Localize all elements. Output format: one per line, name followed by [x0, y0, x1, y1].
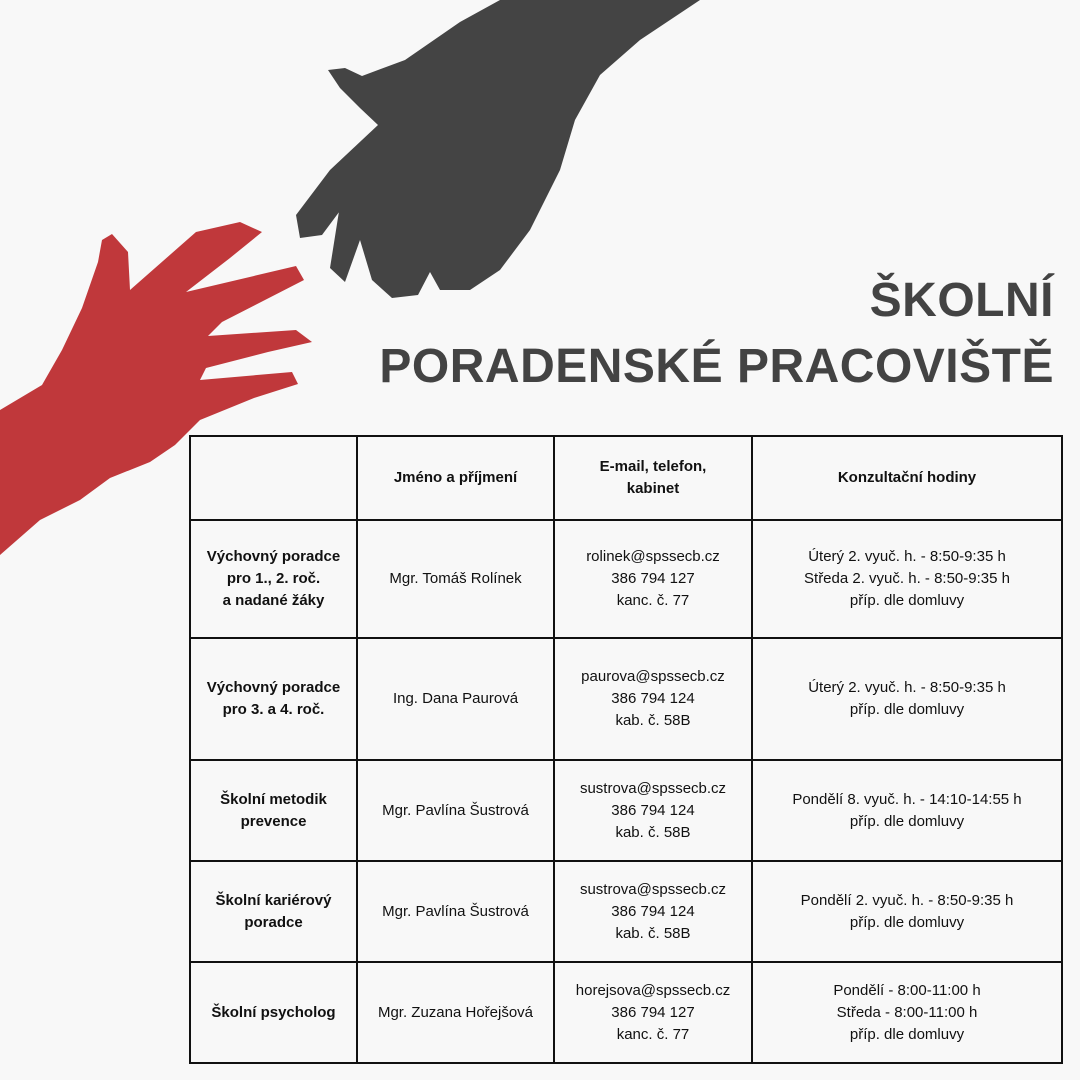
role-cell	[190, 520, 357, 638]
table-row	[190, 962, 1062, 1063]
table-row	[190, 861, 1062, 962]
hours-line: Pondělí - 8:00-11:00 h	[833, 981, 981, 999]
page-title	[379, 268, 1054, 400]
table-row	[190, 638, 1062, 760]
role-cell	[190, 861, 357, 962]
role-line: pro 1., 2. roč.	[226, 570, 321, 587]
hours-line: příp. dle domluvy	[849, 812, 965, 830]
office-text: kab. č. 58B	[615, 712, 691, 729]
role-line: Výchovný poradce	[206, 679, 341, 696]
role-line: Školní kariérový	[215, 891, 332, 909]
role-line: Školní psycholog	[211, 1003, 336, 1021]
header-contact	[554, 436, 752, 520]
header-hours: Konzultační hodiny	[752, 436, 1062, 520]
hours-line: Středa - 8:00-11:00 h	[836, 1003, 978, 1021]
office-text: kab. č. 58B	[615, 924, 691, 942]
role-line: Výchovný poradce	[206, 548, 341, 565]
name-cell: Mgr. Zuzana Hořejšová	[357, 962, 554, 1063]
role-cell	[190, 962, 357, 1063]
contact-cell	[554, 962, 752, 1063]
phone-text: 386 794 124	[611, 902, 695, 920]
role-line: Školní metodik	[220, 790, 327, 808]
hours-cell	[752, 962, 1062, 1063]
dark-hand-icon	[296, 0, 700, 298]
title-line-2: PORADENSKÉ PRACOVIŠTĚ	[379, 340, 1054, 393]
name-cell: Mgr. Pavlína Šustrová	[357, 861, 554, 962]
hours-cell	[752, 760, 1062, 861]
table-header-row	[190, 436, 1062, 520]
name-cell: Mgr. Pavlína Šustrová	[357, 760, 554, 861]
phone-text: 386 794 124	[611, 690, 695, 707]
phone-text: 386 794 124	[611, 801, 695, 819]
contact-cell	[554, 760, 752, 861]
title-line-1: ŠKOLNÍ	[869, 274, 1054, 327]
email-link[interactable]: paurova@spssecb.cz	[581, 668, 725, 685]
email-link[interactable]: sustrova@spssecb.cz	[579, 880, 727, 898]
office-text: kanc. č. 77	[616, 1025, 690, 1043]
header-role	[190, 436, 357, 520]
hours-line: Úterý 2. vyuč. h. - 8:50-9:35 h	[808, 679, 1006, 696]
header-name: Jméno a příjmení	[357, 436, 554, 520]
hours-line: příp. dle domluvy	[849, 701, 965, 718]
hours-line: příp. dle domluvy	[849, 1025, 965, 1043]
phone-text: 386 794 127	[611, 570, 695, 587]
header-contact-line: E-mail, telefon, kabinet	[599, 458, 707, 497]
role-cell	[190, 638, 357, 760]
table-row	[190, 520, 1062, 638]
table-row	[190, 760, 1062, 861]
hours-line: Pondělí 8. vyuč. h. - 14:10-14:55 h	[792, 790, 1022, 808]
contact-cell	[554, 861, 752, 962]
email-link[interactable]: rolinek@spssecb.cz	[586, 548, 720, 565]
hours-line: Středa 2. vyuč. h. - 8:50-9:35 h	[804, 570, 1010, 587]
hours-cell	[752, 520, 1062, 638]
hours-line: Úterý 2. vyuč. h. - 8:50-9:35 h	[808, 548, 1006, 565]
email-link[interactable]: horejsova@spssecb.cz	[575, 981, 731, 999]
office-text: kanc. č. 77	[616, 592, 690, 609]
email-link[interactable]: sustrova@spssecb.cz	[579, 779, 727, 797]
hours-line: příp. dle domluvy	[849, 592, 965, 609]
hours-cell	[752, 638, 1062, 760]
role-line: a nadané žáky	[222, 592, 325, 609]
name-cell: Ing. Dana Paurová	[357, 638, 554, 760]
name-cell: Mgr. Tomáš Rolínek	[357, 520, 554, 638]
hours-cell	[752, 861, 1062, 962]
role-line: prevence	[240, 812, 307, 830]
phone-text: 386 794 127	[611, 1003, 695, 1021]
contact-cell	[554, 520, 752, 638]
role-cell	[190, 760, 357, 861]
counseling-staff-table	[189, 435, 1063, 1064]
hours-line: příp. dle domluvy	[849, 913, 965, 931]
office-text: kab. č. 58B	[615, 823, 691, 841]
hours-line: Pondělí 2. vyuč. h. - 8:50-9:35 h	[800, 891, 1014, 909]
role-line: poradce	[244, 913, 303, 931]
role-line: pro 3. a 4. roč.	[222, 701, 325, 718]
contact-cell	[554, 638, 752, 760]
